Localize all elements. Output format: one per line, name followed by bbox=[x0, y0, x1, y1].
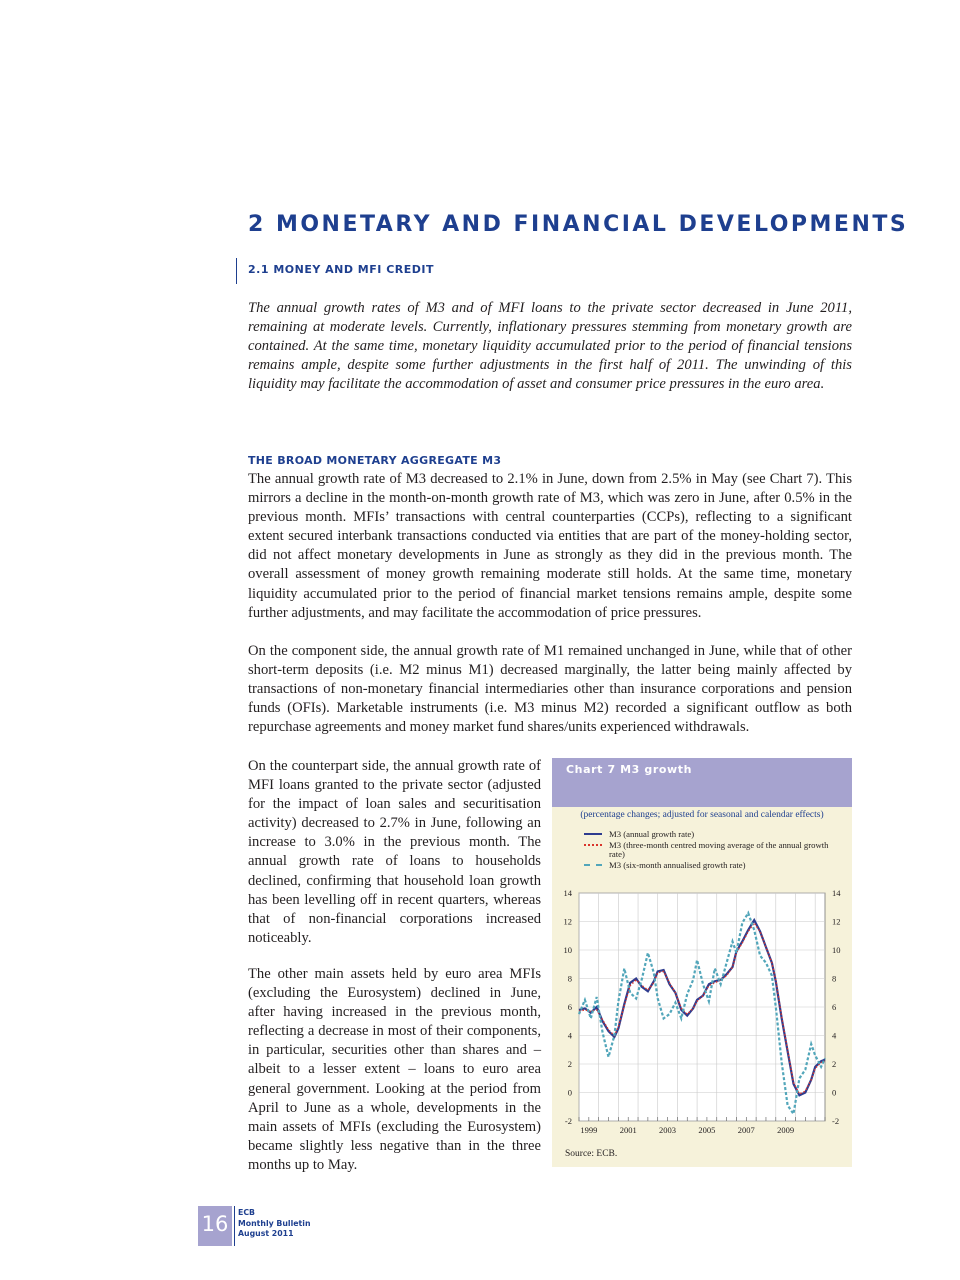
chart-panel bbox=[552, 758, 852, 1167]
legend-label: M3 (three-month centred moving average of the annual growth rate) bbox=[609, 839, 829, 860]
y-tick-label-left: 0 bbox=[567, 1087, 572, 1098]
body-paragraph: The other main assets held by euro area MFIs (excluding the Eurosystem) declined in June, after having increased in the previous month, reflecting a decrease in most of their components, in particular, securities other than shares and – albeit to a lesser extent – loans to euro area general government. Looking at the period from April to June as a whole, developments in the main assets of MFIs (excluding the Eurosystem) became slightly less negative than in the three months up to May. bbox=[248, 966, 541, 1173]
footer-rule bbox=[234, 1206, 235, 1246]
body-paragraph: On the counterpart side, the annual growth rate of MFI loans granted to the private sector (adjusted for the impact of loan sales and securitisation activity) decreased to 2.7% in June, following an increase to 3.0% in the previous month. The annual growth rate of loans to households declined, confirming that household loan growth has been levelling off in recent quarters, whereas that of non-financial corporations increased noticeably. bbox=[248, 758, 541, 946]
y-tick-label-right: 14 bbox=[832, 888, 841, 898]
footer-line: ECB bbox=[238, 1208, 255, 1217]
y-tick-label-left: 12 bbox=[563, 916, 572, 927]
page-number: 16 bbox=[201, 1212, 229, 1236]
y-tick-label-right: 8 bbox=[832, 973, 837, 984]
section-title: 2.1 MONEY AND MFI CREDIT bbox=[248, 263, 434, 276]
chart-subtitle: (percentage changes; adjusted for seasonal and calendar effects) bbox=[580, 810, 824, 820]
y-tick-label-right: 2 bbox=[832, 1059, 837, 1069]
y-tick-label-left: 6 bbox=[567, 1002, 572, 1012]
y-tick-label-left: 8 bbox=[567, 973, 572, 984]
subheading-m3: THE BROAD MONETARY AGGREGATE M3 bbox=[248, 454, 502, 467]
body-paragraph: On the component side, the annual growth rate of M1 remained unchanged in June, while that of other short-term deposits (i.e. M2 minus M1) decreased marginally, the latter being mainly affected by transactions of non-monetary financial intermediaries other than insurance corporations and pension funds (OFIs). Marketable instruments (i.e. M3 minus M2) recorded a significant outflow as both repurchase agreements and money market fund shares/units experienced withdrawals. bbox=[248, 643, 852, 736]
x-tick-label: 2001 bbox=[619, 1125, 637, 1135]
body-paragraph: The annual growth rate of M3 decreased to 2.1% in June, down from 2.5% in May (see Chart 7). This mirrors a decline in the month-on-month growth rate of M3, which was zero in June, after 0.5% in the previous month. MFIs’ transactions with central counterparties (CCPs), reflecting to a significant extent secured interbank transactions conducted via entities that are part of the money-holding sector, did not affect monetary developments in June as strongly as they did in the previous month. The overall assessment of money growth remaining moderate still holds. At the same time, monetary liquidity accumulated prior to the period of financial market tensions remains ample, despite some further adjustments, and may facilitate the accommodation of price pressures. bbox=[248, 471, 852, 621]
x-tick-label: 2003 bbox=[659, 1125, 677, 1135]
chart-title: Chart 7 M3 growth bbox=[566, 763, 693, 776]
legend-swatch-dotted bbox=[584, 844, 602, 846]
y-tick-label-left: 4 bbox=[567, 1030, 572, 1041]
footer-publication bbox=[238, 1208, 311, 1240]
y-tick-label-left: -2 bbox=[564, 1116, 572, 1126]
y-tick-label-right: 10 bbox=[832, 945, 841, 955]
legend-label: M3 (six-month annualised growth rate) bbox=[609, 859, 746, 870]
chart-header bbox=[552, 758, 852, 807]
chart-plot bbox=[552, 878, 852, 1148]
legend-label: M3 (annual growth rate) bbox=[609, 829, 695, 839]
y-tick-label-left: 10 bbox=[563, 945, 572, 955]
chapter-title: 2 MONETARY AND FINANCIAL DEVELOPMENTS bbox=[248, 212, 909, 237]
x-tick-label: 2007 bbox=[737, 1125, 755, 1135]
legend-item bbox=[582, 841, 842, 860]
footer-line: Monthly Bulletin bbox=[238, 1218, 311, 1228]
y-tick-label-left: 14 bbox=[563, 888, 572, 898]
legend-item bbox=[582, 861, 842, 871]
y-tick-label-right: -2 bbox=[832, 1116, 840, 1126]
intro-paragraph: The annual growth rates of M3 and of MFI loans to the private sector decreased in June 2011, remaining at moderate levels. Currently, inflationary pressures stemming from monetary growth are contained. At the same time, monetary liquidity accumulated prior to the period of financial tensions remains ample, despite some further adjustments in the first half of 2011. The unwinding of this liquidity may facilitate the accommodation of asset and consumer price pressures in the euro area. bbox=[248, 300, 852, 393]
chart-legend bbox=[582, 830, 842, 871]
legend-item bbox=[582, 830, 842, 840]
footer-line: August 2011 bbox=[238, 1229, 294, 1238]
y-tick-label-right: 0 bbox=[832, 1087, 837, 1098]
y-tick-label-right: 6 bbox=[832, 1002, 837, 1012]
section-rule bbox=[236, 258, 237, 284]
y-tick-label-right: 4 bbox=[832, 1030, 837, 1041]
legend-swatch-solid bbox=[584, 833, 602, 835]
chart-source: Source: ECB. bbox=[565, 1149, 618, 1159]
legend-swatch-dashed bbox=[584, 864, 602, 866]
x-tick-label: 2009 bbox=[777, 1125, 795, 1135]
y-tick-label-left: 2 bbox=[567, 1059, 572, 1069]
y-tick-label-right: 12 bbox=[832, 916, 841, 927]
x-tick-label: 2005 bbox=[698, 1125, 716, 1135]
x-tick-label: 1999 bbox=[580, 1125, 598, 1135]
